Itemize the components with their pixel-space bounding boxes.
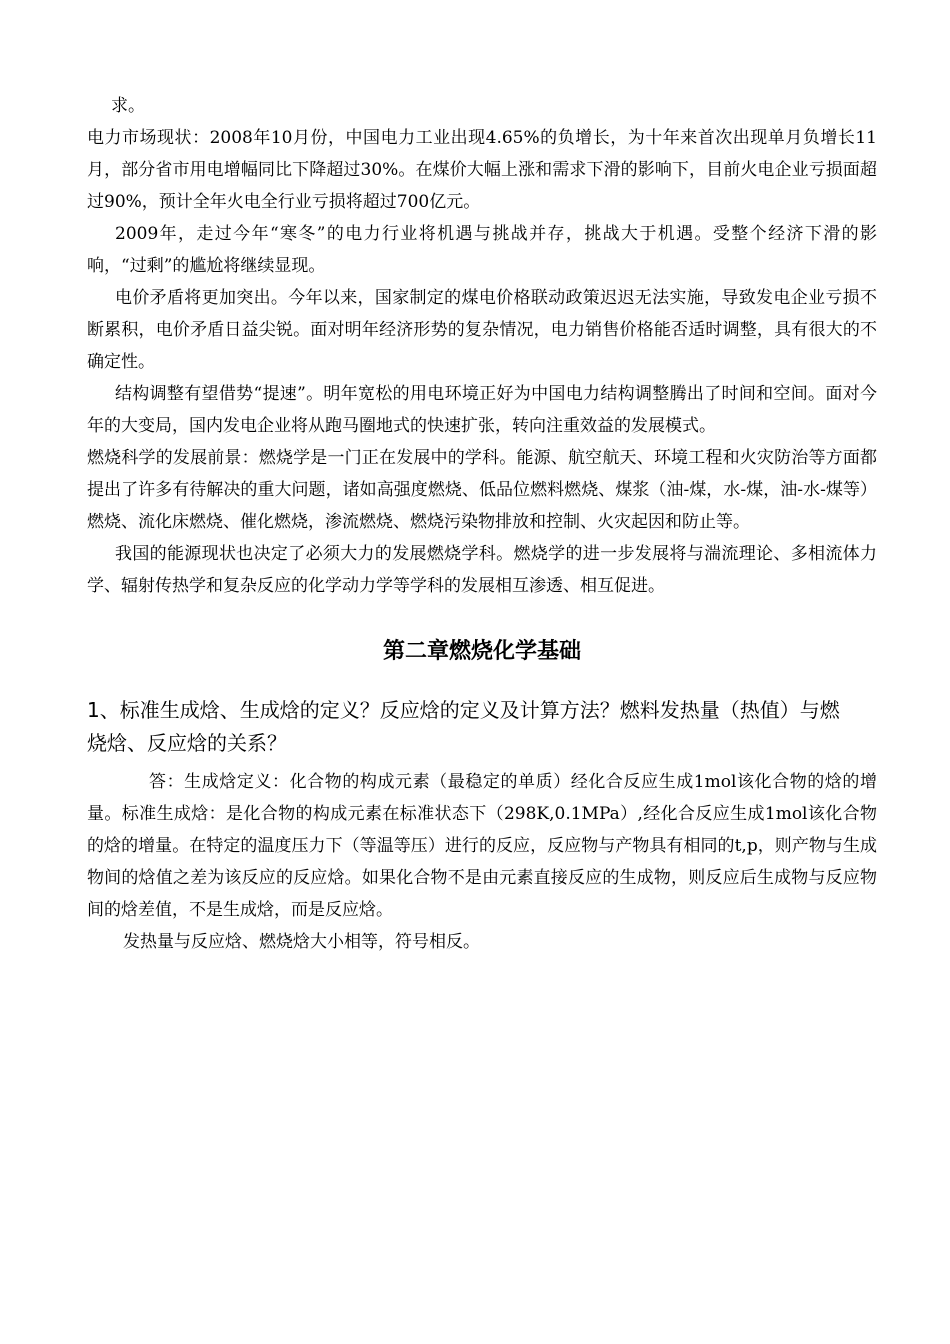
paragraph-power-market-status: 电力市场现状：2008年10月份，中国电力工业出现4.65%的负增长，为十年来首次出现单月负增长11月，部分省市用电增幅同比下降超过30%。在煤价大幅上涨和需求下滑的影响下，目前火电企业亏损面超过90%，预计全年火电全行业亏损将超过700亿元。 [87, 128, 877, 212]
paragraph-continuation: 求。 [111, 96, 145, 116]
question-heading: 1、标准生成焓、生成焓的定义？反应焓的定义及计算方法？燃料发热量（热值）与燃烧焓、反应焓的关系？ [87, 698, 840, 755]
document-body [87, 90, 877, 958]
answer-note-paragraph: 发热量与反应焓、燃烧焓大小相等，符号相反。 [123, 932, 480, 952]
chapter-title: 第二章燃烧化学基础 [382, 639, 581, 664]
paragraph-electricity-price: 电价矛盾将更加突出。今年以来，国家制定的煤电价格联动政策迟迟无法实施，导致发电企业亏损不断累积，电价矛盾日益尖锐。面对明年经济形势的复杂情况，电力销售价格能否适时调整，具有很大的不确定性。 [87, 288, 877, 372]
paragraph-2009-outlook: 2009年，走过今年“寒冬”的电力行业将机遇与挑战并存，挑战大于机遇。受整个经济下滑的影响，“过剩”的尴尬将继续显现。 [87, 224, 877, 276]
paragraph-structure-adjustment: 结构调整有望借势“提速”。明年宽松的用电环境正好为中国电力结构调整腾出了时间和空间。面对今年的大变局，国内发电企业将从跑马圈地式的快速扩张，转向注重效益的发展模式。 [87, 384, 877, 436]
paragraph-combustion-science-prospects: 燃烧科学的发展前景：燃烧学是一门正在发展中的学科。能源、航空航天、环境工程和火灾防治等方面都提出了许多有待解决的重大问题，诸如高强度燃烧、低品位燃料燃烧、煤浆（油-煤，水-煤，油-水-煤等）燃烧、流化床燃烧、催化燃烧，渗流燃烧、燃烧污染物排放和控制、火灾起因和防止等。 [87, 448, 877, 532]
paragraph-energy-status: 我国的能源现状也决定了必须大力的发展燃烧学科。燃烧学的进一步发展将与湍流理论、多相流体力学、辐射传热学和复杂反应的化学动力学等学科的发展相互渗透、相互促进。 [87, 544, 877, 596]
answer-paragraph: 答：生成焓定义：化合物的构成元素（最稳定的单质）经化合反应生成1mol该化合物的焓的增量。标准生成焓：是化合物的构成元素在标准状态下（298K,0.1MPa）,经化合反应生成1mol该化合物的焓的增量。在特定的温度压力下（等温等压）进行的反应，反应物与产物具有相同的t,p，则产物与生成物间的焓值之差为该反应的反应焓。如果化合物不是由元素直接反应的生成物，则反应后生成物与反应物间的焓差值，不是生成焓，而是反应焓。 [87, 772, 877, 920]
